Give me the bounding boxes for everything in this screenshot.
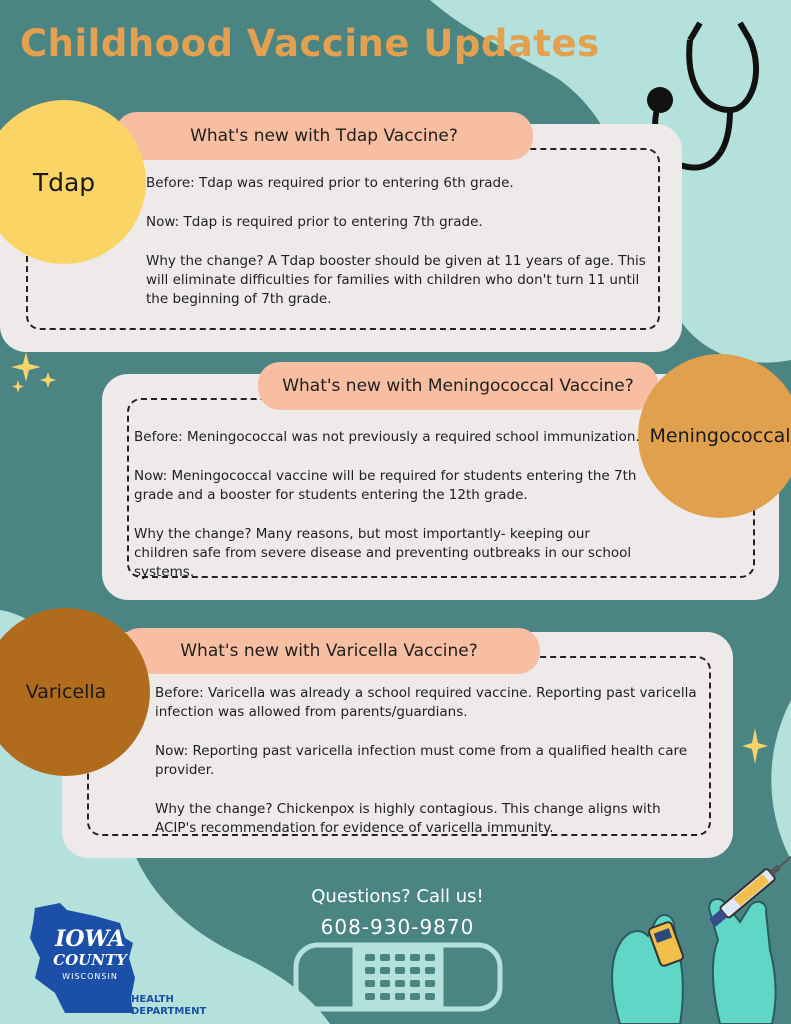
vaccine-hands-icon	[600, 850, 791, 1024]
tdap-heading: What's new with Tdap Vaccine?	[115, 112, 533, 160]
varicella-circle: Varicella	[0, 608, 150, 776]
phone-number[interactable]: 608-930-9870	[320, 915, 475, 939]
logo-iowa: IOWA	[55, 926, 125, 952]
sparkle-icon	[742, 728, 768, 764]
meningococcal-text	[134, 428, 644, 602]
tdap-why: Why the change? A Tdap booster should be given at 11 years of age. This will eliminate difficulties for families with children who don't turn 11 until the beginning of 7th grade.	[146, 253, 646, 307]
page-title: Childhood Vaccine Updates	[20, 22, 600, 65]
sparkle-icon	[8, 352, 58, 394]
meningococcal-now: Now: Meningococcal vaccine will be required for students entering the 7th grade and a booster for students entering the 12th grade.	[134, 468, 637, 503]
tdap-before: Before: Tdap was required prior to entering 6th grade.	[146, 175, 514, 191]
questions-text: Questions? Call us!	[311, 886, 484, 907]
logo-dept-line2: DEPARTMENT	[131, 1006, 207, 1017]
logo-dept-line1: HEALTH	[131, 994, 174, 1005]
meningococcal-circle: Meningococcal	[638, 354, 791, 518]
bandage-icon	[293, 942, 503, 1012]
tdap-circle: Tdap	[0, 100, 146, 264]
logo-wisconsin: WISCONSIN	[62, 972, 118, 981]
varicella-heading: What's new with Varicella Vaccine?	[118, 628, 540, 674]
varicella-why: Why the change? Chickenpox is highly contagious. This change aligns with ACIP's recommendation for evidence of varicella immunity.	[155, 801, 661, 836]
varicella-now: Now: Reporting past varicella infection must come from a qualified health care provider.	[155, 743, 688, 778]
meningococcal-why: Why the change? Many reasons, but most importantly- keeping our children safe from severe disease and preventing outbreaks in our school systems.	[134, 526, 632, 580]
meningococcal-before: Before: Meningococcal was not previously a required school immunization.	[134, 429, 640, 445]
varicella-before: Before: Varicella was already a school required vaccine. Reporting past varicella infection was allowed from parents/guardians.	[155, 685, 697, 720]
tdap-now: Now: Tdap is required prior to entering 7th grade.	[146, 214, 483, 230]
tdap-text	[146, 174, 661, 329]
meningococcal-heading: What's new with Meningococcal Vaccine?	[258, 362, 658, 410]
logo-county: COUNTY	[53, 951, 127, 969]
varicella-text	[155, 684, 705, 858]
